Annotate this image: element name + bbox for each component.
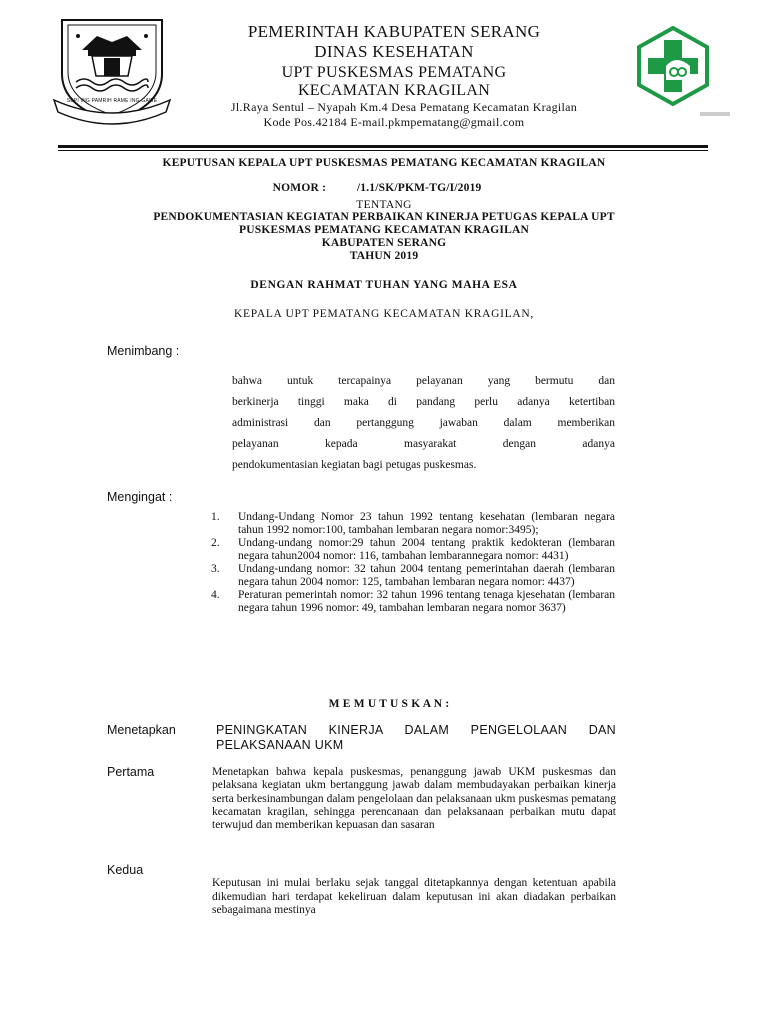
list-item: 2. Undang-undang nomor:29 tahun 2004 tentang praktik kedokteran (lembaran negara tahun2004 nomor: 116, tambahan lembarannegara nomor: 4431) (211, 537, 615, 562)
menetapkan-text: PENINGKATAN KINERJA DALAM PENGELOLAAN DAN PELAKSANAAN UKM (216, 723, 616, 752)
kop-government: PEMERINTAH KABUPATEN SERANG (247, 22, 541, 41)
menetapkan-label: Menetapkan (107, 723, 176, 737)
kedua-text: Keputusan ini mulai berlaku sejak tanggal ditetapkannya dengan ketentuan apabila dikemudian hari terdapat kekeliruan dalam keputusan ini akan diadakan perbaikan sebagaimana mestinya (212, 877, 616, 916)
memutuskan-heading: M E M U T U S K A N : (328, 698, 450, 710)
kop-upt: UPT PUSKESMAS PEMATANG (281, 64, 507, 81)
menimbang-line: pelayanan kepada masyarakat dengan adanya (232, 438, 615, 450)
kop-address: Jl.Raya Sentul – Nyapah Km.4 Desa Pematang Kecamatan Kragilan (230, 100, 578, 114)
decree-subject-1: PENDOKUMENTASIAN KEGIATAN PERBAIKAN KINERJA PETUGAS KEPALA UPT (153, 211, 615, 223)
kop-kecamatan: KECAMATAN KRAGILAN (297, 82, 491, 99)
menimbang-label: Menimbang : (107, 344, 180, 358)
decree-number: NOMOR : /1.1/SK/PKM-TG/I/2019 (272, 182, 482, 194)
kedua-label: Kedua (107, 863, 144, 877)
emblem-motto: SEPI ING PAMRIH RAME ING GAWE (66, 98, 158, 104)
menimbang-line: administrasi dan pertanggung jawaban dalam memberikan (232, 417, 615, 429)
kepala-line: KEPALA UPT PEMATANG KECAMATAN KRAGILAN, (234, 308, 534, 320)
menimbang-body (232, 371, 615, 476)
decree-subject-2: PUSKESMAS PEMATANG KECAMATAN KRAGILAN (239, 224, 529, 236)
rahmat-line: DENGAN RAHMAT TUHAN YANG MAHA ESA (250, 279, 518, 291)
decree-subject-4: TAHUN 2019 (349, 250, 419, 262)
header-rule-thick (58, 145, 708, 148)
pertama-text: Menetapkan bahwa kepala puskesmas, penanggung jawab UKM puskesmas dan pelaksana kegiatan ukm bertanggung jawab dalam membudayakan perbaikan kinerja serta berkesinambungan dalam pengelolaan dan pelaksanaan ukm puskesmas pematang kecamatan kragilan, sehingga perencanaan dan pelaksanaan perbaikan mutu dapat terwujud dan memberikan kepuasan dan sasaran (212, 766, 616, 832)
mengingat-label: Mengingat : (107, 490, 173, 504)
menimbang-line: berkinerja tinggi maka di pandang perlu adanya ketertiban (232, 396, 615, 408)
list-item: 1. Undang-Undang Nomor 23 tahun 1992 tentang kesehatan (lembaran negara tahun 1992 nomor:100, tambahan lembaran negara nomor:3495); (211, 511, 615, 536)
kop-dinas: DINAS KESEHATAN (314, 42, 474, 61)
decree-subject-3: KABUPATEN SERANG (321, 237, 447, 249)
decree-title: KEPUTUSAN KEPALA UPT PUSKESMAS PEMATANG KECAMATAN KRAGILAN (162, 157, 606, 169)
kop-postal-email: Kode Pos.42184 E-mail.pkmpematang@gmail.com (263, 115, 525, 129)
menimbang-last-line: pendokumentasian kegiatan bagi petugas puskesmas. (232, 459, 477, 471)
list-item: 4. Peraturan pemerintah nomor: 32 tahun 1996 tentang tenaga kjesehatan (lembaran negara tahun 1996 nomor: 49, tambahan lembaran negara nomor 3637) (211, 589, 615, 614)
decree-tentang: TENTANG (356, 199, 412, 211)
mengingat-list (211, 511, 615, 615)
list-item: 3. Undang-undang nomor: 32 tahun 2004 tentang pemerintahan daerah (lembaran negara tahun 2004 nomor: 125, tambahan lembaran negara nomor: 4437) (211, 563, 615, 588)
pertama-label: Pertama (107, 765, 155, 779)
header-rule-thin (58, 150, 708, 151)
menimbang-line: bahwa untuk tercapainya pelayanan yang bermutu dan (232, 375, 615, 387)
